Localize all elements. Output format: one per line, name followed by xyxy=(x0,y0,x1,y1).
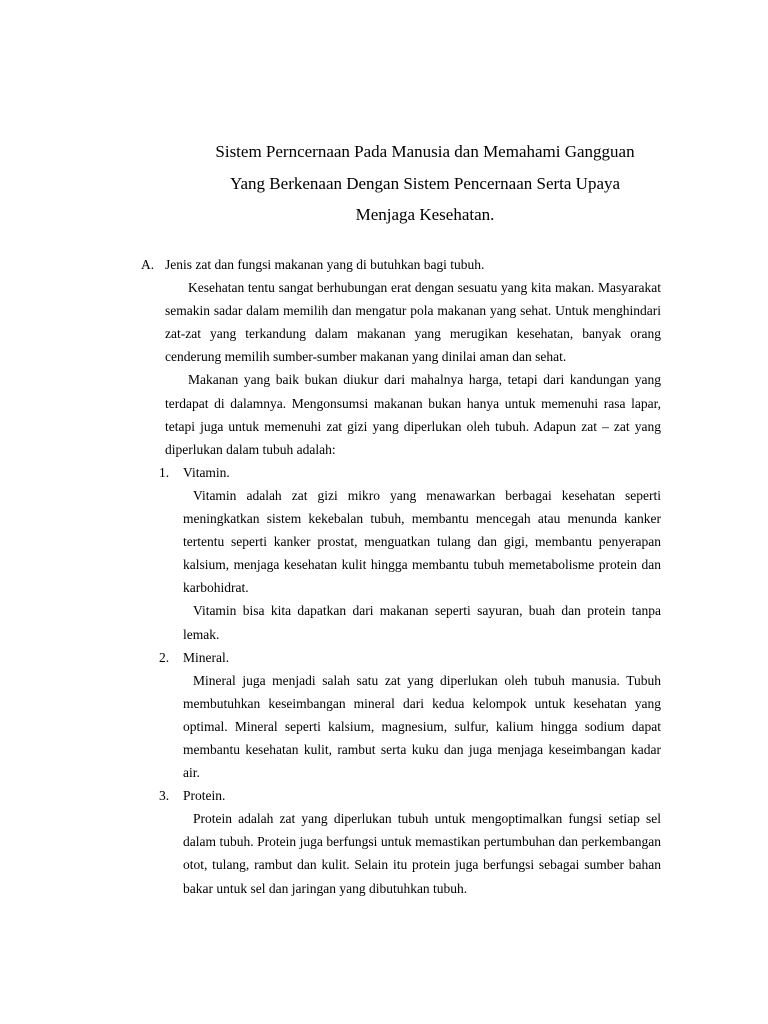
document-title xyxy=(190,136,660,231)
list-item-protein xyxy=(159,784,661,899)
body-paragraph: Kesehatan tentu sangat berhubungan erat dengan sesuatu yang kita makan. Masyarakat semakin sadar dalam memilih dan mengatur pola makanan yang sehat. Untuk menghindari zat-zat yang terkandung dalam makanan yang merugikan kesehatan, banyak orang cenderung memilih sumber-sumber makanan yang dinilai aman dan sehat. xyxy=(165,280,661,365)
section-heading xyxy=(141,253,661,276)
list-item-paragraph: Vitamin bisa kita dapatkan dari makanan seperti sayuran, buah dan protein tanpa lemak. xyxy=(183,603,661,642)
list-item-vitamin xyxy=(159,461,661,646)
section-letter: A. xyxy=(141,257,155,272)
list-item-title: Protein. xyxy=(183,788,226,804)
title-line: Menjaga Kesehatan. xyxy=(355,205,495,224)
body-paragraph: Makanan yang baik bukan diukur dari mahalnya harga, tetapi dari kandungan yang terdapat di dalamnya. Mengonsumsi makanan bukan hanya untuk memenuhi rasa lapar, tetapi juga untuk memenuhi zat gizi yang diperlukan oleh tubuh. Adapun zat – zat yang diperlukan dalam tubuh adalah: xyxy=(165,372,661,457)
list-item-paragraph: Protein adalah zat yang diperlukan tubuh untuk mengoptimalkan fungsi setiap sel dalam tubuh. Protein juga berfungsi untuk memastikan pertumbuhan dan perkembangan otot, tulang, rambut dan kulit. Selain itu protein juga berfungsi sebagai sumber bahan bakar untuk sel dan jaringan yang dibutuhkan tubuh. xyxy=(183,811,661,896)
list-item-mineral xyxy=(159,646,661,785)
list-item-number: 2. xyxy=(159,649,170,665)
list-item-number: 1. xyxy=(159,464,170,480)
list-item-number: 3. xyxy=(159,788,170,804)
section-a xyxy=(141,253,661,900)
list-item-heading xyxy=(159,461,661,484)
list-item-title: Vitamin. xyxy=(183,464,230,480)
list-item-title: Mineral. xyxy=(183,649,230,665)
list-item-heading xyxy=(159,646,661,669)
list-item-paragraph: Vitamin adalah zat gizi mikro yang menawarkan berbagai kesehatan seperti meningkatkan sistem kekebalan tubuh, membantu mencegah atau menunda kanker tertentu seperti kanker prostat, menguatkan tulang dan gigi, membantu penyerapan kalsium, menjaga kesehatan kulit hingga membantu tubuh memetabolisme protein dan karbohidrat. xyxy=(183,487,661,596)
section-heading-text: Jenis zat dan fungsi makanan yang di butuhkan bagi tubuh. xyxy=(165,257,485,272)
list-item-heading xyxy=(159,784,661,807)
title-line: Yang Berkenaan Dengan Sistem Pencernaan Serta Upaya xyxy=(229,173,621,193)
nutrient-list xyxy=(141,461,661,900)
title-line: Sistem Perncernaan Pada Manusia dan Memahami Gangguan xyxy=(215,142,635,161)
list-item-paragraph: Mineral juga menjadi salah satu zat yang diperlukan oleh tubuh manusia. Tubuh membutuhkan keseimbangan mineral dari kedua kelompok untuk kesehatan yang optimal. Mineral seperti kalsium, magnesium, sulfur, kalium hingga sodium dapat membantu kesehatan kulit, rambut serta kuku dan juga menjaga keseimbangan kadar air. xyxy=(183,672,661,781)
